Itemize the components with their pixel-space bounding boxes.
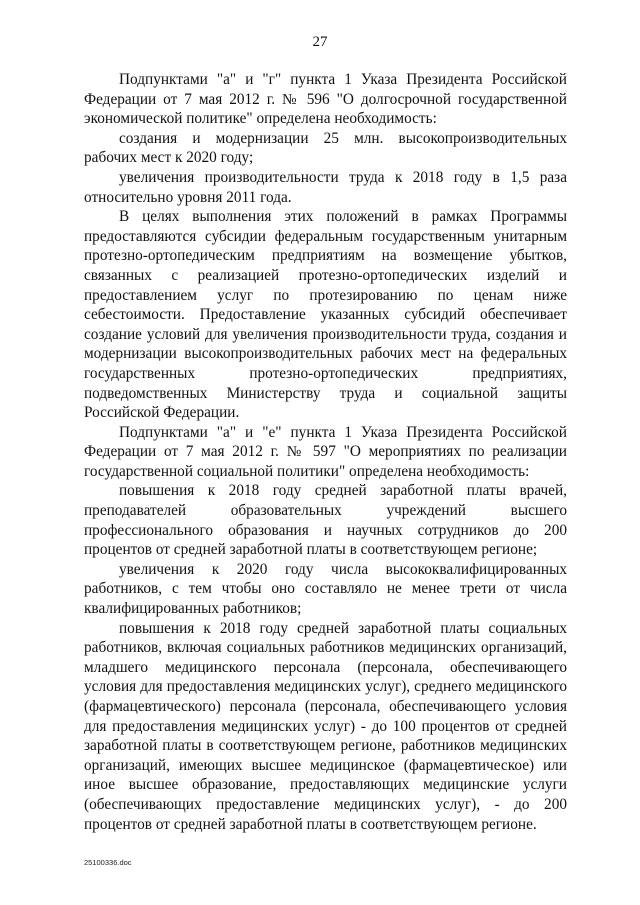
page-number: 27: [312, 34, 328, 50]
paragraph-productivity: увеличения производительности труда к 2018 году в 1,5 раза относительно уровня 2011 года.: [84, 168, 567, 206]
paragraph-social-workers-salary: повышения к 2018 году средней заработной платы социальных работников, включая социальных работников медицинских организаций, младшего медицинского персонала (персонала, обеспечивающего условия для предоставления медицинских услуг), среднего медицинского (фармацевтического) персонала (персонала, обеспечивающего условия для предоставления медицинских услуг) - до 100 процентов от средней заработной платы в соответствующем регионе, работников медицинских организаций, имеющих высшее медицинское (фармацевтическое) или иное высшее образование, предоставляющих медицинские услуги (обеспечивающих предоставление медицинских услуг), - до 200 процентов от средней заработной платы в соответствующем регионе.: [84, 619, 567, 833]
paragraph-decree-596-intro: Подпунктами "а" и "г" пункта 1 Указа Президента Российской Федерации от 7 мая 2012 г. № 596 "О долгосрочной государственной экономической политике" определена необходимость:: [84, 71, 567, 128]
paragraph-subsidies: В целях выполнения этих положений в рамках Программы предоставляются субсидии федеральным государственным унитарным протезно-ортопедическим предприятиям на возмещение убытков, связанных с реализацией протезно-ортопедических изделий и предоставлением услуг по протезированию по ценам ниже себестоимости. Предоставление указанных субсидий обеспечивает создание условий для увеличения производительности труда, создания и модернизации высокопроизводительных рабочих мест на федеральных государственных протезно-ортопедических предприятиях, подведомственных Министерству труда и социальной защиты Российской Федерации.: [84, 208, 567, 422]
document-file-code: 25100336.doc: [84, 858, 132, 867]
paragraph-qualified-workers: увеличения к 2020 году числа высококвалифицированных работников, с тем чтобы оно составляло не менее трети от числа квалифицированных работников;: [84, 560, 567, 618]
paragraph-decree-597-intro: Подпунктами "а" и "е" пункта 1 Указа Президента Российской Федерации от 7 мая 2012 г. № 597 "О мероприятиях по реализации государственной социальной политики" определена необходимость:: [84, 423, 567, 480]
paragraph-jobs-modernization: создания и модернизации 25 млн. высокопроизводительных рабочих мест к 2020 году;: [84, 129, 567, 167]
paragraph-doctors-salary: повышения к 2018 году средней заработной платы врачей, преподавателей образовательных учреждений высшего профессионального образования и научных сотрудников до 200 процентов от средней заработной платы в соответствующем регионе;: [84, 482, 567, 559]
document-body: [84, 70, 567, 834]
